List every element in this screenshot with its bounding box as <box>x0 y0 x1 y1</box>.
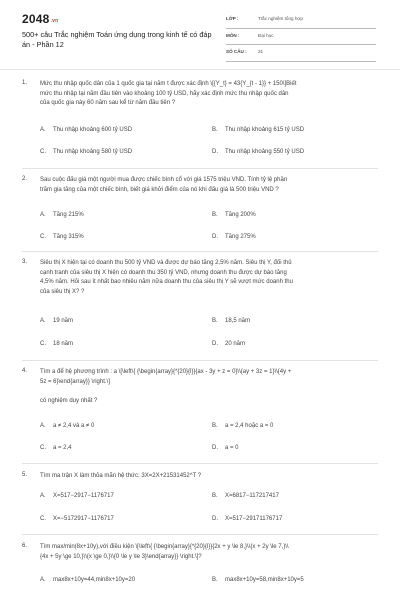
question-line: trăm gia tăng của một chiếc bình, biết giá khởi điểm của nó khi đấu giá là 500 triệu VND ? <box>40 186 279 193</box>
option-text: 18,5 năm <box>225 318 251 324</box>
option-label: A. <box>40 318 46 324</box>
option-text: 20 năm <box>225 341 246 347</box>
question-line: có nghiệm duy nhất ? <box>40 397 98 404</box>
option-label: C. <box>40 341 46 347</box>
option-label: C. <box>40 445 46 451</box>
option-label: B. <box>212 493 218 499</box>
question-line: Mức thu nhập quốc dân của 1 quốc gia tại năm t được xác định \[{Y_t} = 43{Y_{t - 1}} + 150\]Biết <box>40 81 297 87</box>
option-label: C. <box>40 516 46 522</box>
option-d[interactable] <box>212 341 245 347</box>
question-number: 4. <box>22 368 28 374</box>
meta-value: Trắc nghiệm tổng hợp <box>258 16 303 21</box>
question-number: 2. <box>22 176 28 182</box>
option-text: X=517−29171176717 <box>225 516 283 522</box>
site-logo[interactable] <box>22 12 58 26</box>
question-line: của siêu thị X? ? <box>40 288 85 295</box>
option-label: D. <box>212 341 218 347</box>
option-a[interactable] <box>40 318 73 324</box>
question-line: cạnh tranh của siêu thị X hiện có doanh thu 350 tỷ VND, nhưng doanh thu được dự báo tăng <box>40 269 287 276</box>
option-b[interactable] <box>212 318 250 324</box>
question-text <box>40 259 378 297</box>
question-divider <box>22 168 378 169</box>
option-text: a = 0 <box>225 445 239 451</box>
option-label: A. <box>40 423 46 429</box>
option-label: D. <box>212 445 218 451</box>
document-title <box>22 30 222 49</box>
option-d[interactable] <box>212 234 256 240</box>
document-title-line-2: án - Phần 12 <box>22 39 64 49</box>
option-text: X=−5172917−1176717 <box>53 516 114 522</box>
question-text <box>40 472 378 482</box>
document-title-line-1: 500+ câu Trắc nghiệm Toán ứng dụng trong kinh tế có đáp <box>22 30 212 39</box>
question-line: 5z = 6}\end{array}} \right.\] <box>40 378 110 385</box>
option-d[interactable] <box>212 516 282 522</box>
meta-row-subject <box>226 29 376 46</box>
option-a[interactable] <box>40 127 132 133</box>
question-number: 6. <box>22 543 28 549</box>
option-label: A. <box>40 127 46 133</box>
option-label: B. <box>212 318 218 324</box>
question-line: 4,5% năm. Hỏi sau ít nhất bao nhiêu năm nữa doanh thu của siêu thị Y sẽ vượt mức doanh thu <box>40 279 293 286</box>
question-divider <box>22 463 378 464</box>
option-d[interactable] <box>212 149 304 155</box>
question-divider <box>22 534 378 535</box>
option-label: B. <box>212 423 218 429</box>
option-c[interactable] <box>40 516 114 522</box>
option-text: a = 2,4 hoặc a = 0 <box>225 423 274 429</box>
meta-key: SỐ CÂU : <box>226 49 247 54</box>
option-text: max8x+10y=44,min8x+10y=20 <box>53 577 136 583</box>
option-text: 18 năm <box>53 341 74 347</box>
option-b[interactable] <box>212 127 304 133</box>
option-text: max8x+10y=58,min8x+10y=5 <box>225 577 304 583</box>
option-label: D. <box>212 516 218 522</box>
meta-key: MÔN : <box>226 32 240 38</box>
option-text: Thu nhập khoảng 615 tỷ USD <box>225 127 305 133</box>
option-text: Tăng 215% <box>53 212 84 218</box>
logo-text: 2048 <box>22 12 50 26</box>
meta-row-count <box>226 45 376 62</box>
question-number: 1. <box>22 80 28 86</box>
meta-value: Đại học <box>258 32 274 38</box>
option-b[interactable] <box>212 423 273 429</box>
option-c[interactable] <box>40 341 73 347</box>
question-line: Siêu thị X hiện tại có doanh thu 500 tỷ VND và được dự báo tăng 2,5% năm. Siêu thị Y, đối thủ <box>40 260 292 266</box>
option-text: Thu nhập khoảng 600 tỷ USD <box>53 127 133 133</box>
option-d[interactable] <box>212 445 239 451</box>
option-c[interactable] <box>40 234 84 240</box>
option-a[interactable] <box>40 423 94 429</box>
page-header <box>0 0 400 64</box>
question-number: 3. <box>22 259 28 265</box>
option-text: Tăng 315% <box>53 234 84 240</box>
option-label: D. <box>212 149 218 155</box>
meta-value: 31 <box>258 49 264 54</box>
question-line: Tìm ma trận X làm thỏa mãn hệ thức: 3X=2X+21531452^T ? <box>40 473 202 479</box>
option-label: C. <box>40 149 46 155</box>
question-text <box>40 368 378 406</box>
question-number: 5. <box>22 472 28 478</box>
question-divider <box>22 360 378 361</box>
document-meta <box>226 12 376 62</box>
option-label: D. <box>212 234 218 240</box>
question-line: mức thu nhập tại năm đầu tiên vào khoảng 100 tỷ USD, hãy xác định mức thu nhập quốc dân <box>40 90 289 97</box>
option-text: X=517−2917−1176717 <box>53 493 114 499</box>
question-line: Tìm a để hệ phương trình : a \[\left\{ {\begin{array}{*{20}{l}}{ax - 3y + z = 0}\\{ay + 3z = 1}\\{4y + <box>40 369 292 375</box>
option-text: a ≠ 2,4 và a ≠ 0 <box>53 423 95 429</box>
question-line: Sau cuộc đấu giá một người mua được chiếc bình cổ với giá 1575 triệu VND. Tính tỷ lệ phần <box>40 177 288 183</box>
question-line: {4x + 5y \ge 10,}\\{x \ge 0,}\\{0 \le y \le 3}\end{array}} \right.\]? <box>40 553 202 560</box>
option-text: Tăng 275% <box>225 234 256 240</box>
question-line-spacer <box>40 387 378 397</box>
option-label: B. <box>212 127 218 133</box>
option-c[interactable] <box>40 445 72 451</box>
option-text: 19 năm <box>53 318 74 324</box>
option-c[interactable] <box>40 149 132 155</box>
question-text <box>40 543 378 562</box>
option-a[interactable] <box>40 493 114 499</box>
meta-row-class <box>226 12 376 29</box>
option-text: Tăng 200% <box>225 212 256 218</box>
option-text: a = 2,4 <box>53 445 72 451</box>
option-a[interactable] <box>40 577 135 583</box>
option-a[interactable] <box>40 212 84 218</box>
question-line: của quốc gia này 60 năm sau kể từ năm đầu tiên ? <box>40 100 176 107</box>
option-label: A. <box>40 577 46 583</box>
option-b[interactable] <box>212 493 279 499</box>
question-text <box>40 176 378 195</box>
option-text: Thu nhập khoảng 580 tỷ USD <box>53 149 133 155</box>
question-line: Tìm max/min(8x+10y),với điều kiện \[\left\{ {\begin{array}{*{20}{l}}{2x + y \le 8,}\\{x + 2y \le 7,}\\ <box>40 544 289 550</box>
logo-suffix: .vn <box>50 18 59 24</box>
option-text: Thu nhập khoảng 550 tỷ USD <box>225 149 305 155</box>
option-label: A. <box>40 493 46 499</box>
option-label: B. <box>212 212 218 218</box>
header-divider <box>0 69 400 70</box>
option-b[interactable] <box>212 212 256 218</box>
option-label: B. <box>212 577 218 583</box>
option-b[interactable] <box>212 577 304 583</box>
question-divider <box>22 251 378 252</box>
option-label: C. <box>40 234 46 240</box>
option-text: X=6817−117217417 <box>225 493 279 499</box>
meta-key: LỚP : <box>226 16 239 21</box>
option-label: A. <box>40 212 46 218</box>
question-text <box>40 80 378 109</box>
